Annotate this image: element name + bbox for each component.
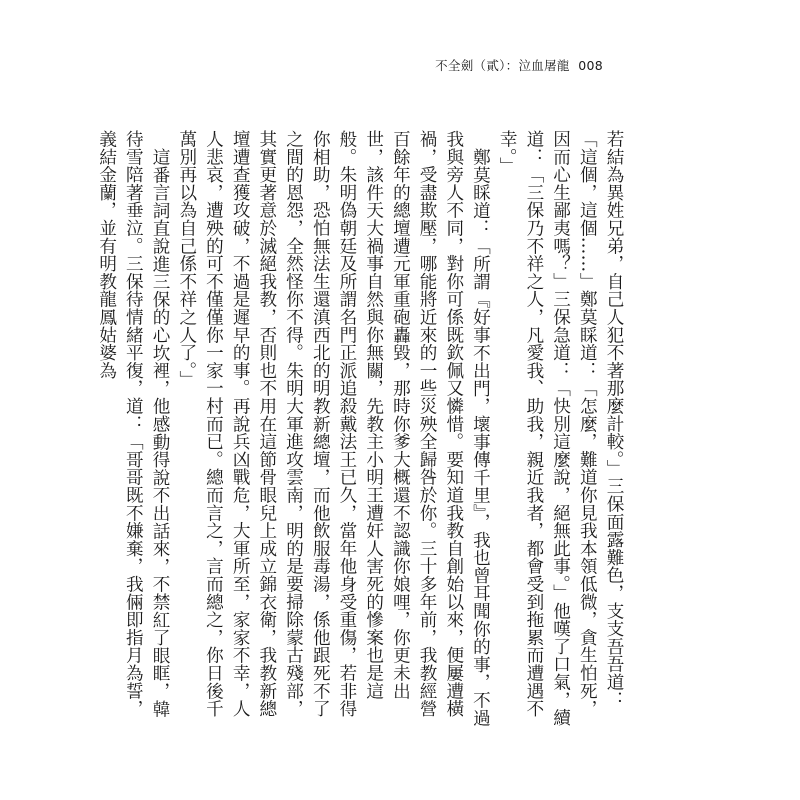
vertical-body-text — [93, 130, 627, 730]
page-number: 008 — [578, 58, 603, 73]
paragraph: 這番言詞直說進三保的心坎裡，他感動得說不出話來，不禁紅了眼眶，韓待雪陪著垂泣。三保待情緒平復，道：「哥哥既不嫌棄，我倆即指月為誓，義結金蘭，並有明教龍鳳姑婆為 — [96, 130, 171, 718]
running-header — [435, 56, 603, 74]
book-title: 不全劍（貳）：泣血屠龍 — [435, 58, 570, 73]
paragraph: 鄭莫睬道：「所謂『好事不出門，壞事傳千里』，我也曾耳聞你的事，不過我與旁人不同，對你可係既欽佩又憐惜。要知道我教自創始以來，便屢遭橫禍，受盡欺壓，哪能將近來的一些災殃全歸咎於你。三十多年前，我教經營百餘年的總壇遭元軍重砲轟毀，那時你爹大概還不認識你娘哩，你更未出世，該件天大禍事自然與你無關，先教主小明王遭奸人害死的慘案也是這般。朱明偽朝廷及所謂名門正派追殺戴法王已久，當年他身受重傷，若非得你相助，恐怕無法生還滇西北的明教新總壇，而他飲服毒湯，係他跟死不了之間的恩怨，全然怪你不得。朱明大軍進攻雲南，明的是要掃除蒙古殘部，其實更著意於滅絕我教，否則也不用在這節骨眼兒上成立錦衣衛，我教新總壇遭查獲攻破，不過是遲早的事。再說兵凶戰危，大軍所至，家家不幸，人人悲哀，遭殃的可不僅僅你一家一村而已。總而言之，言而總之，你日後千萬別再以為自己係不祥之人了。」 — [176, 130, 491, 727]
paragraph: 若結為異姓兄弟，自己人犯不著那麼計較。」三保面露難色，支支吾吾道：「這個，這個……」鄭莫睬道：「怎麼，難道你見我本領低微，貪生怕死，因而心生鄙夷嗎？」三保急道：「快別這麼說，絕無此事。」他嘆了口氣，續道：「三保乃不祥之人，凡愛我、助我，親近我者，都會受到拖累而遭遇不幸。」 — [497, 130, 624, 727]
